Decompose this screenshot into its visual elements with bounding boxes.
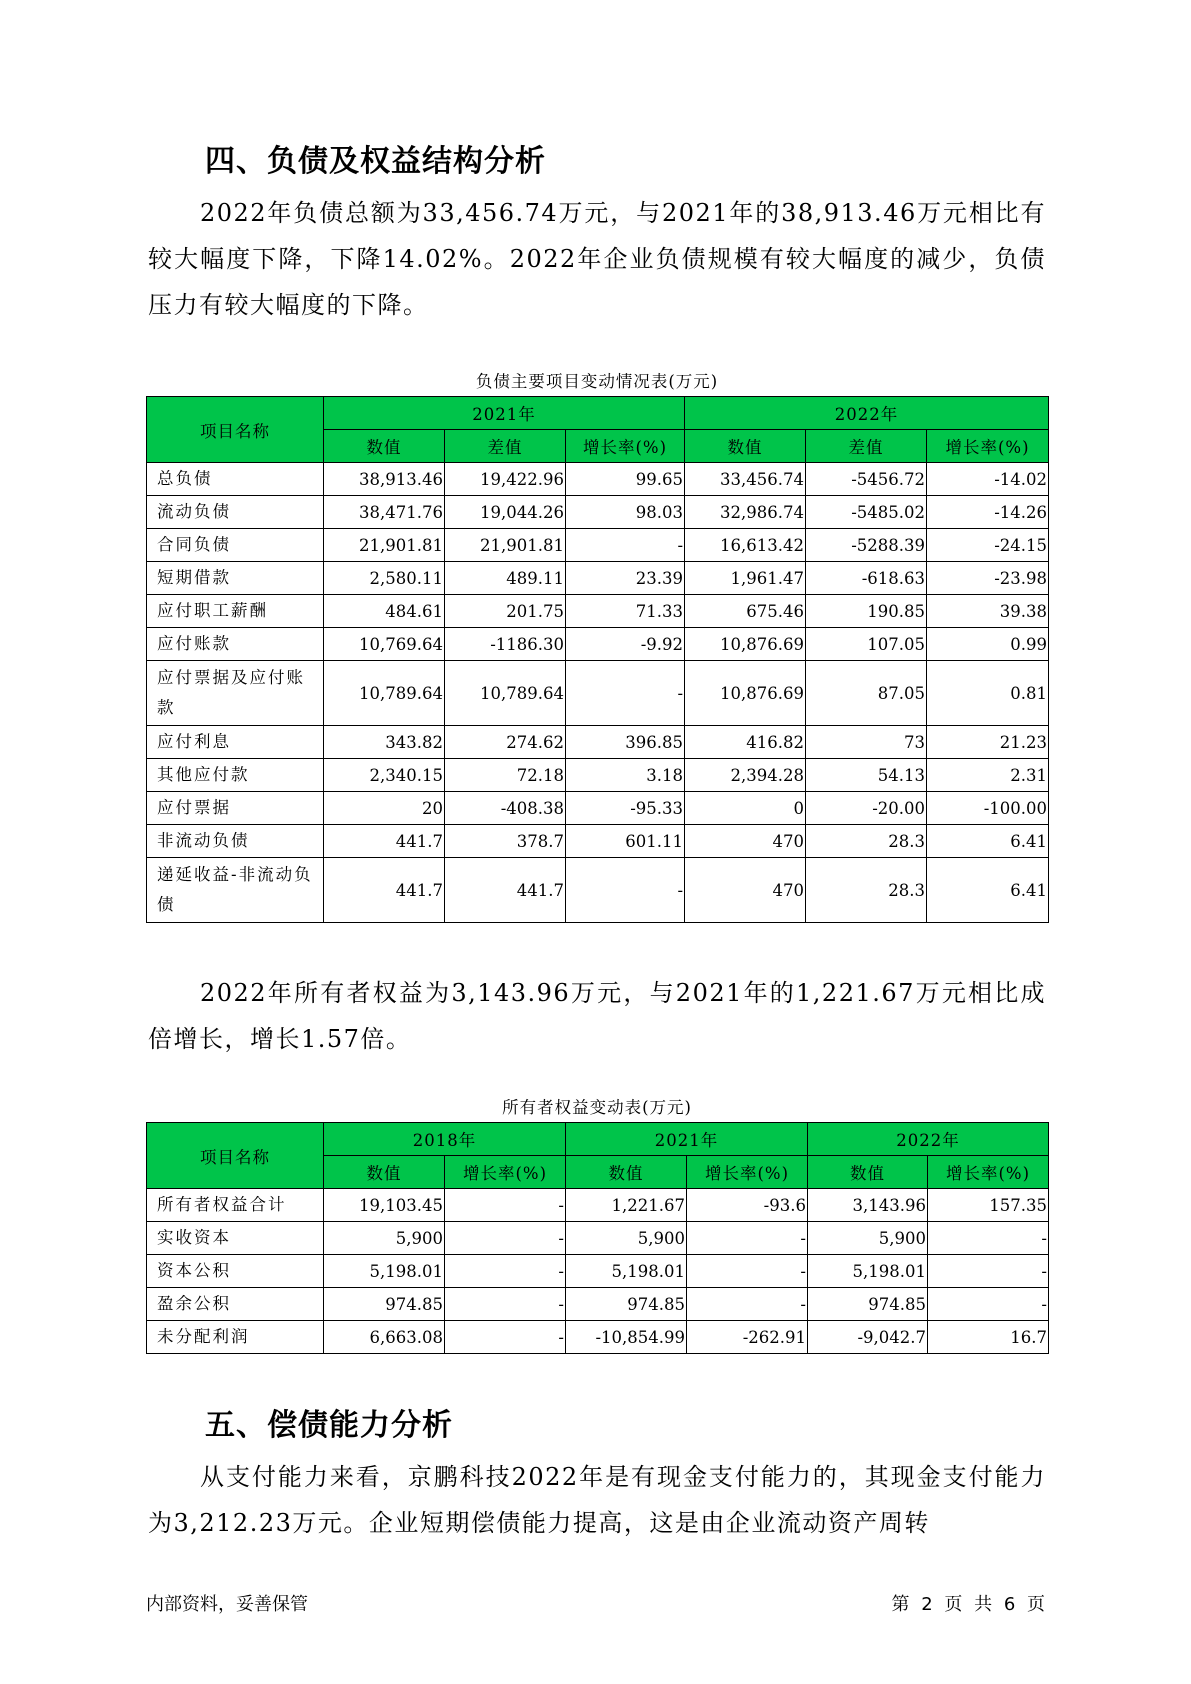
cell-v1: 38,913.46 (324, 463, 445, 496)
cell-d2: -5456.72 (806, 463, 927, 496)
header-item-name: 项目名称 (147, 397, 324, 463)
cell-v1: 38,471.76 (324, 496, 445, 529)
row-label: 短期借款 (147, 562, 324, 595)
row-label: 盈余公积 (147, 1288, 324, 1321)
cell-d1: -1186.30 (445, 628, 566, 661)
row-label: 其他应付款 (147, 759, 324, 792)
table-row (147, 562, 1049, 595)
cell-r1: 23.39 (566, 562, 685, 595)
cell-d2: -618.63 (806, 562, 927, 595)
cell-v2: 33,456.74 (685, 463, 806, 496)
cell-v1: 441.7 (324, 825, 445, 858)
cell-r1: - (445, 1255, 566, 1288)
cell-v3: 5,198.01 (808, 1255, 928, 1288)
cell-r1: - (445, 1222, 566, 1255)
cell-v1: 2,340.15 (324, 759, 445, 792)
cell-r2: 0.99 (927, 628, 1049, 661)
cell-v1: 974.85 (324, 1288, 445, 1321)
header-diff: 差值 (806, 430, 927, 463)
cell-v1: 6,663.08 (324, 1321, 445, 1354)
cell-r3: - (928, 1255, 1049, 1288)
cell-r2: -24.15 (927, 529, 1049, 562)
cell-r1: 396.85 (566, 726, 685, 759)
section-title-solvency: 五、偿债能力分析 (205, 1408, 453, 1443)
header-value: 数值 (324, 430, 445, 463)
table-row (147, 1255, 1049, 1288)
header-diff: 差值 (445, 430, 566, 463)
cell-r1: 71.33 (566, 595, 685, 628)
cell-v2: 5,900 (566, 1222, 687, 1255)
cell-r1: - (566, 661, 685, 726)
header-rate: 增长率(%) (445, 1156, 566, 1189)
cell-d1: 19,422.96 (445, 463, 566, 496)
liabilities-table-body (147, 463, 1049, 923)
row-label: 应付票据及应付账款 (147, 661, 324, 726)
cell-r2: 6.41 (927, 825, 1049, 858)
row-label: 实收资本 (147, 1222, 324, 1255)
row-label: 应付票据 (147, 792, 324, 825)
cell-r2: 6.41 (927, 858, 1049, 923)
cell-v2: 32,986.74 (685, 496, 806, 529)
table-row (147, 825, 1049, 858)
table-row (147, 759, 1049, 792)
cell-d1: 201.75 (445, 595, 566, 628)
table-caption-liabilities: 负债主要项目变动情况表(万元) (475, 372, 719, 391)
header-value: 数值 (808, 1156, 928, 1189)
cell-v2: 2,394.28 (685, 759, 806, 792)
cell-r2: -93.6 (687, 1189, 808, 1222)
cell-r3: 16.7 (928, 1321, 1049, 1354)
header-rate: 增长率(%) (927, 430, 1049, 463)
cell-v1: 343.82 (324, 726, 445, 759)
cell-v3: 5,900 (808, 1222, 928, 1255)
row-label: 合同负债 (147, 529, 324, 562)
cell-d2: 87.05 (806, 661, 927, 726)
table-row (147, 1321, 1049, 1354)
header-rate: 增长率(%) (566, 430, 685, 463)
table-row (147, 1189, 1049, 1222)
row-label: 应付账款 (147, 628, 324, 661)
cell-v1: 441.7 (324, 858, 445, 923)
table-row (147, 1288, 1049, 1321)
header-rate: 增长率(%) (687, 1156, 808, 1189)
cell-v2: 675.46 (685, 595, 806, 628)
cell-v2: 1,961.47 (685, 562, 806, 595)
cell-v1: 5,198.01 (324, 1255, 445, 1288)
cell-d1: 378.7 (445, 825, 566, 858)
equity-table-body (147, 1189, 1049, 1354)
cell-r2: 0.81 (927, 661, 1049, 726)
cell-v2: 470 (685, 858, 806, 923)
footer-page-number: 第 2 页 共 6 页 (891, 1594, 1045, 1615)
cell-v3: -9,042.7 (808, 1321, 928, 1354)
liabilities-table (146, 396, 1049, 923)
table-row (147, 858, 1049, 923)
table-row (147, 628, 1049, 661)
row-label: 所有者权益合计 (147, 1189, 324, 1222)
cell-r1: 99.65 (566, 463, 685, 496)
cell-d1: 441.7 (445, 858, 566, 923)
cell-r1: - (566, 858, 685, 923)
cell-r2: -100.00 (927, 792, 1049, 825)
cell-d2: 107.05 (806, 628, 927, 661)
footer-confidential-note: 内部资料，妥善保管 (146, 1594, 308, 1615)
row-label: 递延收益-非流动负债 (147, 858, 324, 923)
paragraph-solvency: 从支付能力来看，京鹏科技2022年是有现金支付能力的，其现金支付能力为3,212.23万元。企业短期偿债能力提高，这是由企业流动资产周转 (148, 1463, 1046, 1537)
cell-d2: 28.3 (806, 858, 927, 923)
row-label: 非流动负债 (147, 825, 324, 858)
table-row (147, 726, 1049, 759)
cell-r2: -14.02 (927, 463, 1049, 496)
cell-v2: 974.85 (566, 1288, 687, 1321)
cell-r1: - (445, 1288, 566, 1321)
table-row (147, 463, 1049, 496)
cell-v2: 470 (685, 825, 806, 858)
cell-r1: - (445, 1189, 566, 1222)
cell-r2: - (687, 1255, 808, 1288)
cell-v1: 10,789.64 (324, 661, 445, 726)
header-value: 数值 (324, 1156, 445, 1189)
section-title-liabilities: 四、负债及权益结构分析 (205, 144, 546, 179)
cell-d2: -20.00 (806, 792, 927, 825)
cell-d1: 72.18 (445, 759, 566, 792)
cell-d1: 19,044.26 (445, 496, 566, 529)
table-row (147, 595, 1049, 628)
cell-v2: 10,876.69 (685, 628, 806, 661)
table-row (147, 1222, 1049, 1255)
cell-d1: 489.11 (445, 562, 566, 595)
cell-v2: 10,876.69 (685, 661, 806, 726)
cell-d2: 54.13 (806, 759, 927, 792)
paragraph-liabilities-summary: 2022年负债总额为33,456.74万元，与2021年的38,913.46万元相比有较大幅度下降，下降14.02%。2022年企业负债规模有较大幅度的减少，负债压力有较大幅度的下降。 (148, 199, 1046, 319)
cell-r1: 98.03 (566, 496, 685, 529)
table-row (147, 792, 1049, 825)
header-value: 数值 (566, 1156, 687, 1189)
cell-v1: 10,769.64 (324, 628, 445, 661)
cell-v1: 19,103.45 (324, 1189, 445, 1222)
cell-v1: 5,900 (324, 1222, 445, 1255)
cell-v2: 0 (685, 792, 806, 825)
header-year-2018: 2018年 (324, 1123, 566, 1156)
cell-d1: 10,789.64 (445, 661, 566, 726)
header-value: 数值 (685, 430, 806, 463)
cell-r2: -262.91 (687, 1321, 808, 1354)
cell-v1: 2,580.11 (324, 562, 445, 595)
row-label: 总负债 (147, 463, 324, 496)
header-year-2022: 2022年 (685, 397, 1049, 430)
cell-r1: 601.11 (566, 825, 685, 858)
cell-v2: 16,613.42 (685, 529, 806, 562)
cell-v2: -10,854.99 (566, 1321, 687, 1354)
cell-d2: 190.85 (806, 595, 927, 628)
header-year-2021: 2021年 (566, 1123, 808, 1156)
cell-d2: 28.3 (806, 825, 927, 858)
header-year-2021: 2021年 (324, 397, 685, 430)
cell-r2: - (687, 1288, 808, 1321)
paragraph-equity-summary: 2022年所有者权益为3,143.96万元，与2021年的1,221.67万元相比成倍增长，增长1.57倍。 (148, 979, 1046, 1053)
cell-v2: 5,198.01 (566, 1255, 687, 1288)
equity-table (146, 1122, 1049, 1354)
cell-r2: 2.31 (927, 759, 1049, 792)
cell-d1: 21,901.81 (445, 529, 566, 562)
cell-r2: 39.38 (927, 595, 1049, 628)
cell-d2: -5485.02 (806, 496, 927, 529)
cell-v3: 3,143.96 (808, 1189, 928, 1222)
cell-r3: - (928, 1288, 1049, 1321)
table-row (147, 661, 1049, 726)
cell-d2: 73 (806, 726, 927, 759)
cell-r1: -95.33 (566, 792, 685, 825)
cell-v3: 974.85 (808, 1288, 928, 1321)
cell-v2: 1,221.67 (566, 1189, 687, 1222)
cell-v2: 416.82 (685, 726, 806, 759)
row-label: 应付利息 (147, 726, 324, 759)
row-label: 资本公积 (147, 1255, 324, 1288)
cell-r2: - (687, 1222, 808, 1255)
row-label: 流动负债 (147, 496, 324, 529)
cell-d2: -5288.39 (806, 529, 927, 562)
cell-r1: - (445, 1321, 566, 1354)
cell-r3: 157.35 (928, 1189, 1049, 1222)
table-caption-equity: 所有者权益变动表(万元) (502, 1098, 692, 1117)
cell-d1: -408.38 (445, 792, 566, 825)
cell-r3: - (928, 1222, 1049, 1255)
table-row (147, 496, 1049, 529)
table-row (147, 529, 1049, 562)
cell-d1: 274.62 (445, 726, 566, 759)
cell-r2: -23.98 (927, 562, 1049, 595)
cell-r2: 21.23 (927, 726, 1049, 759)
cell-r1: 3.18 (566, 759, 685, 792)
header-year-2022: 2022年 (808, 1123, 1049, 1156)
cell-v1: 21,901.81 (324, 529, 445, 562)
row-label: 未分配利润 (147, 1321, 324, 1354)
cell-r2: -14.26 (927, 496, 1049, 529)
header-item-name: 项目名称 (147, 1123, 324, 1189)
row-label: 应付职工薪酬 (147, 595, 324, 628)
header-rate: 增长率(%) (928, 1156, 1049, 1189)
cell-v1: 20 (324, 792, 445, 825)
cell-v1: 484.61 (324, 595, 445, 628)
cell-r1: - (566, 529, 685, 562)
cell-r1: -9.92 (566, 628, 685, 661)
